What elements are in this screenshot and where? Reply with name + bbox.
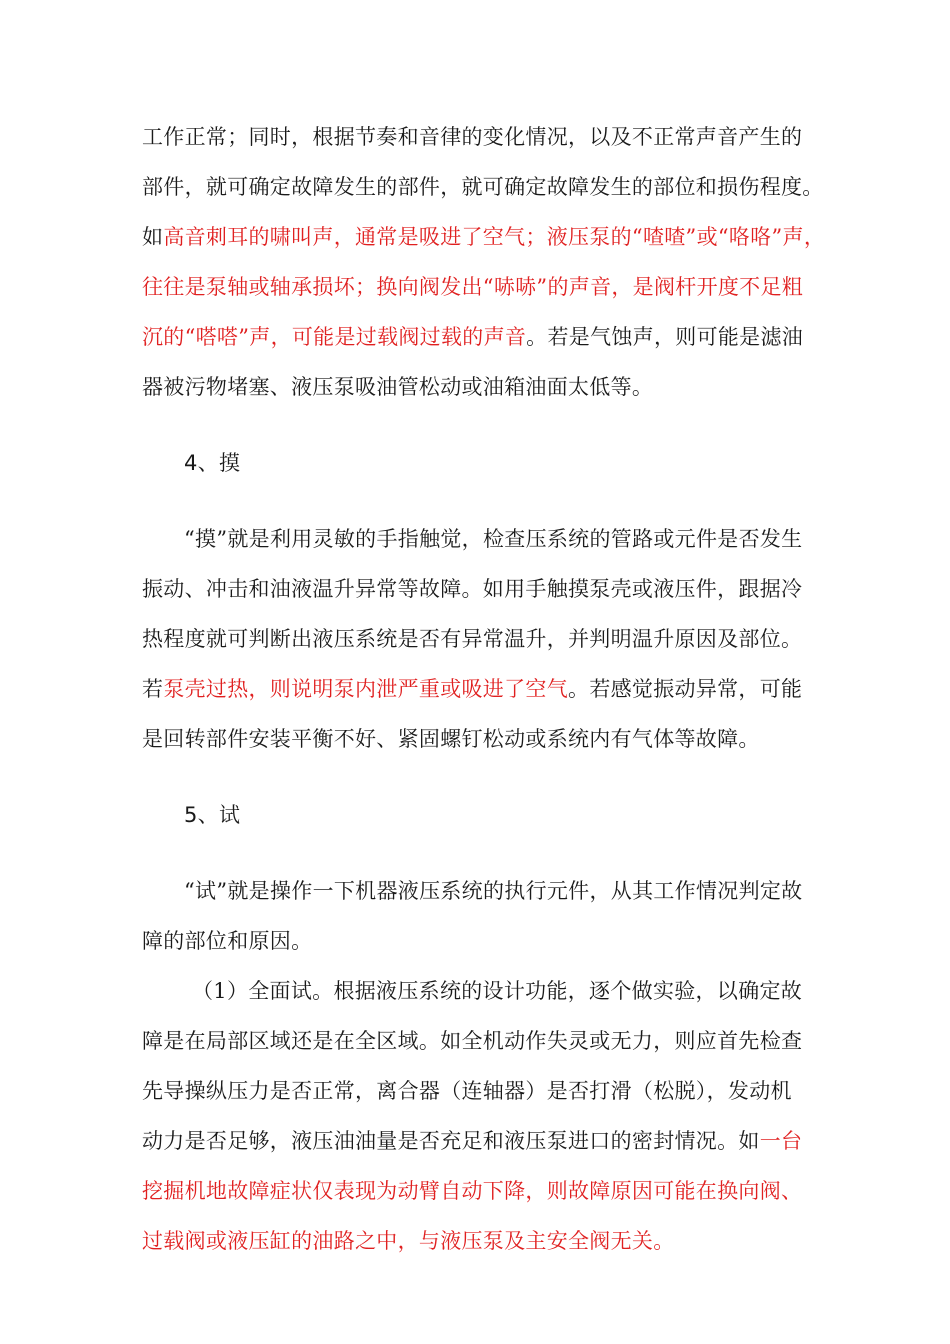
text-line: 是回转部件安装平衡不好、紧固螺钉松动或系统内有气体等故障。 [142, 727, 760, 751]
text-line: 若泵壳过热，则说明泵内泄严重或吸进了空气。若感觉振动异常，可能 [142, 677, 803, 701]
text-line: 障的部位和原因。 [142, 929, 313, 953]
document-page [142, 112, 826, 1266]
paragraph-test-intro [142, 866, 822, 966]
text-line: 先导操纵压力是否正常，离合器（连轴器）是否打滑（松脱），发动机 [142, 1079, 792, 1103]
section-heading-touch: 4、摸 [184, 451, 241, 475]
text-line: （1）全面试。根据液压系统的设计功能，逐个做实验，以确定故 [192, 979, 803, 1003]
text-line: 障是在局部区域还是在全区域。如全机动作失灵或无力，则应首先检查 [142, 1029, 803, 1053]
highlighted-text-line: 往往是泵轴或轴承损坏；换向阀发出“哧哧”的声音，是阀杆开度不足粗 [142, 275, 804, 299]
paragraph-touch-diagnosis [142, 514, 822, 764]
section-heading-test: 5、试 [184, 803, 241, 827]
text-line: 如高音刺耳的啸叫声，通常是吸进了空气；液压泵的“喳喳”或“咯咯”声， [142, 225, 826, 249]
text-line: 动力是否足够，液压油油量是否充足和液压泵进口的密封情况。如一台 [142, 1129, 803, 1153]
text-line: 部件，就可确定故障发生的部件，就可确定故障发生的部位和损伤程度。 [142, 175, 824, 199]
text-line: 热程度就可判断出液压系统是否有异常温升，并判明温升原因及部位。 [142, 627, 803, 651]
highlighted-text: 一台 [759, 1129, 803, 1153]
paragraph-full-test [142, 966, 822, 1266]
text-line: 工作正常；同时，根据节奏和音律的变化情况，以及不正常声音产生的 [142, 125, 803, 149]
text-line: “试”就是操作一下机器液压系统的执行元件，从其工作情况判定故 [184, 879, 803, 903]
text-line: 振动、冲击和油液温升异常等故障。如用手触摸泵壳或液压件，跟据冷 [142, 577, 803, 601]
text-line: 器被污物堵塞、液压泵吸油管松动或油箱油面太低等。 [142, 375, 654, 399]
highlighted-text: 泵壳过热，则说明泵内泄严重或吸进了空气 [163, 677, 569, 701]
text-line: 沉的“嗒嗒”声，可能是过载阀过载的声音。若是气蚀声，则可能是滤油 [142, 325, 804, 349]
highlighted-text: 沉的“嗒嗒”声，可能是过载阀过载的声音 [142, 325, 527, 349]
text-line: “摸”就是利用灵敏的手指触觉，检查压系统的管路或元件是否发生 [184, 527, 803, 551]
paragraph-sound-diagnosis [142, 112, 826, 412]
highlighted-text-line: 过载阀或液压缸的油路之中，与液压泵及主安全阀无关。 [142, 1229, 675, 1253]
highlighted-text: 高音刺耳的啸叫声，通常是吸进了空气；液压泵的“喳喳”或“咯咯”声， [163, 225, 826, 249]
highlighted-text-line: 挖掘机地故障症状仅表现为动臂自动下降，则故障原因可能在换向阀、 [142, 1179, 803, 1203]
